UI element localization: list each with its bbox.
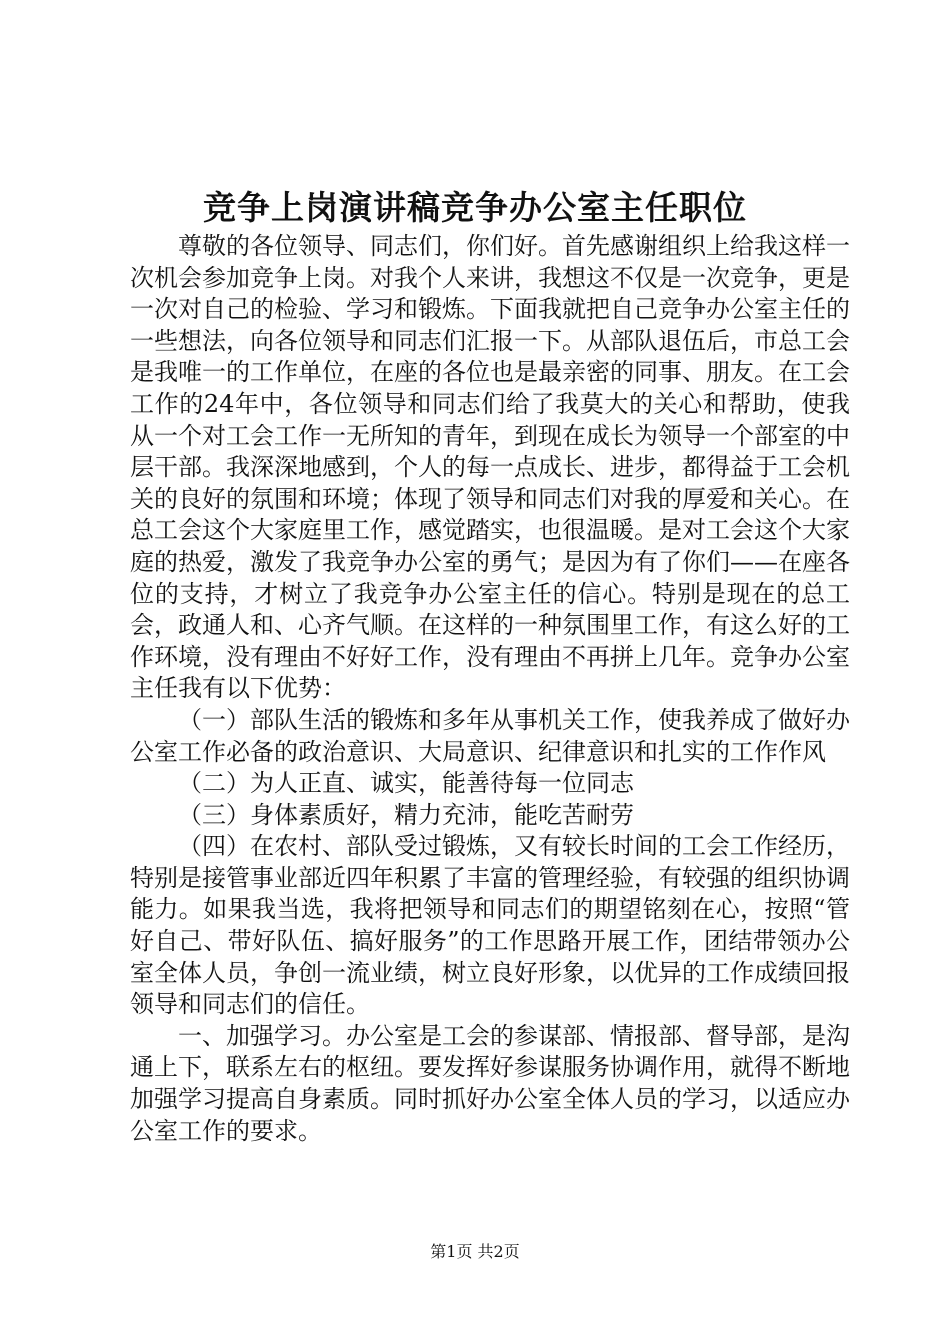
paragraph-section-1: 一、加强学习。办公室是工会的参谋部、情报部、督导部，是沟通上下，联系左右的枢纽。要发挥好参谋服务协调作用，就得不断地加强学习提高自身素质。同时抓好办公室全体人员的学习，以适应办公室工作的要求。	[130, 1021, 850, 1145]
paragraph-advantage-1: （一）部队生活的锻炼和多年从事机关工作，使我养成了做好办公室工作必备的政治意识、大局意识、纪律意识和扎实的工作作风	[130, 705, 850, 766]
document-title: 竞争上岗演讲稿竞争办公室主任职位	[203, 188, 747, 227]
page-footer: 第1页 共2页	[430, 1242, 520, 1261]
paragraph-intro: 尊敬的各位领导、同志们，你们好。首先感谢组织上给我这样一次机会参加竞争上岗。对我个人来讲，我想这不仅是一次竞争，更是一次对自己的检验、学习和锻炼。下面我就把自己竞争办公室主任的一些想法，向各位领导和同志们汇报一下。从部队退伍后，市总工会是我唯一的工作单位，在座的各位也是最亲密的同事、朋友。在工会工作的24年中，各位领导和同志们给了我莫大的关心和帮助，使我从一个对工会工作一无所知的青年，到现在成长为领导一个部室的中层干部。我深深地感到，个人的每一点成长、进步，都得益于工会机关的良好的氛围和环境；体现了领导和同志们对我的厚爱和关心。在总工会这个大家庭里工作，感觉踏实，也很温暖。是对工会这个大家庭的热爱，激发了我竞争办公室的勇气；是因为有了你们——在座各位的支持，才树立了我竞争办公室主任的信心。特别是现在的总工会，政通人和、心齐气顺。在这样的一种氛围里工作，有这么好的工作环境，没有理由不好好工作，没有理由不再拼上几年。竞争办公室主任我有以下优势：	[130, 232, 850, 703]
paragraph-advantage-2: （二）为人正直、诚实，能善待每一位同志	[178, 769, 634, 798]
paragraph-advantage-3: （三）身体素质好，精力充沛，能吃苦耐劳	[178, 800, 634, 829]
document-body	[130, 231, 850, 1147]
paragraph-advantage-4: （四）在农村、部队受过锻炼，又有较长时间的工会工作经历，特别是接管事业部近四年积累了丰富的管理经验，有较强的组织协调能力。如果我当选，我将把领导和同志们的期望铭刻在心，按照“管好自己、带好队伍、搞好服务”的工作思路开展工作，团结带领办公室全体人员，争创一流业绩，树立良好形象，以优异的工作成绩回报领导和同志们的信任。	[130, 832, 850, 1019]
